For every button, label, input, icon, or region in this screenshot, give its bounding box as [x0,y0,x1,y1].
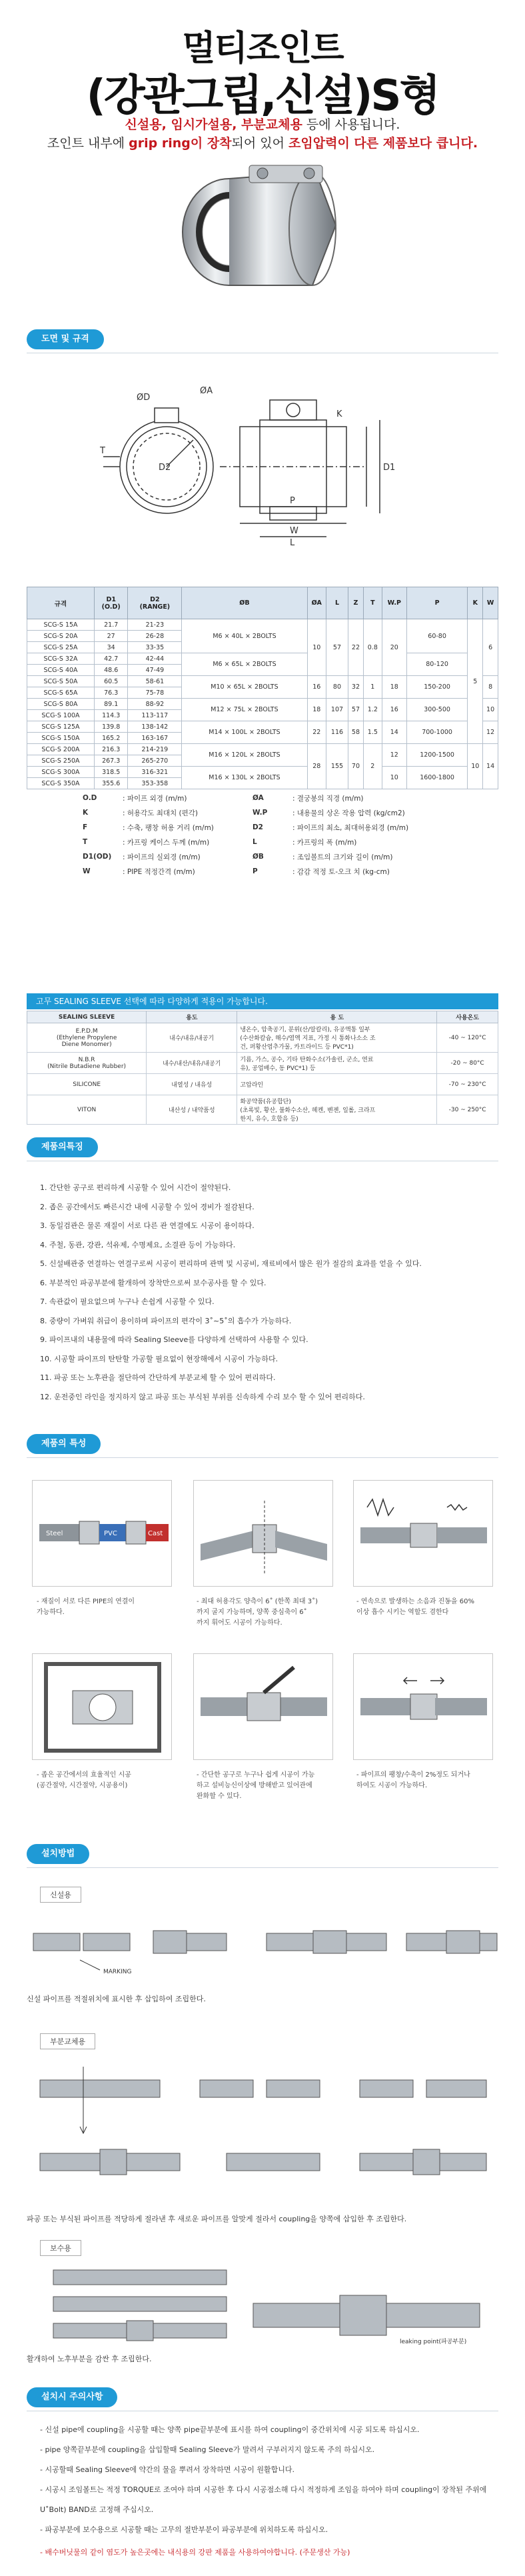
table-cell: SCG-S 32A [27,653,95,665]
table-cell: 138-142 [128,721,182,733]
table-header-cell: 규격 [27,587,95,619]
label-p: P [290,496,295,506]
table-cell: 75-78 [128,687,182,699]
table-cell: SCG-S 200A [27,744,95,755]
table-cell: 107 [326,699,348,721]
legend-cell: W.P [252,809,268,817]
install-new-label: 신설용 [40,1887,81,1903]
table-cell: 116 [326,721,348,744]
install-new-text: 신설 파이프를 적절위치에 표시한 후 삽입하여 조립한다. [27,1995,206,2003]
technical-drawing [100,373,433,547]
table-cell: M16 × 120L × 2BOLTS [182,744,307,767]
subtitle-2 [0,133,525,151]
table-cell: N.B.R (Nitrile Butadiene Rubber) [27,1053,147,1074]
legend-cell: : 파이프 외경 (m/m) [123,794,187,803]
legend-cell: P [252,867,258,875]
table-header-cell: ØB [182,587,307,619]
table-cell: 316-321 [128,767,182,778]
install-repair-diagram [27,2257,498,2350]
legend-cell: ØA [252,794,264,802]
table-row [27,767,498,778]
section-spec [27,325,498,353]
label-pvc: PVC [104,1530,117,1537]
table-cell: 1600-1800 [406,767,468,789]
caption-space: - 좁은 공간에서의 효율적인 시공 (공간절약, 시간절약, 시공용이) [37,1771,131,1789]
table-cell: 기름, 가스, 공수, 기타 탄화수소(가솔린, 군소, 연료 유), 공업배수, 동 PVC*1) 등 [237,1053,437,1074]
table-cell: 32 [348,676,364,699]
feature-image-space [32,1653,172,1760]
table-header-cell: T [363,587,382,619]
table-cell: SCG-S 15A [27,619,95,631]
table-cell: 21-23 [128,619,182,631]
legend-cell: : 감감 적정 토-오크 치 (kg-cm) [292,867,390,876]
table-header-cell: 용도 [147,1011,237,1023]
table-cell: 700-1000 [406,721,468,744]
legend-cell: : 파이프의 실외경 (m/m) [123,853,201,861]
table-cell: 47-49 [128,665,182,676]
table-cell: 12 [483,721,498,744]
table-cell: 300-500 [406,699,468,721]
legend-cell: D1(OD) [83,853,112,861]
feature-item: 2. 좁은 공간에서도 빠른시간 내에 시공할 수 있어 경비가 절감된다. [40,1202,255,1211]
subtitle-1 [0,115,525,133]
table-cell: 33-35 [128,642,182,653]
section-features [27,1133,498,1161]
subtitle-1-rest: 등에 사용됩니다. [302,117,400,132]
table-cell: SCG-S 50A [27,676,95,687]
table-row [27,1074,498,1095]
table-cell: -30 ~ 250°C [437,1095,498,1125]
table-header-cell: W [483,587,498,619]
section-product-features [27,1430,498,1458]
legend-row [80,849,453,864]
table-cell: 18 [382,676,406,699]
table-cell: 8 [483,676,498,699]
legend-cell: L [252,838,257,846]
table-cell: VITON [27,1095,147,1125]
install-partial-diagram [27,2053,498,2200]
table-row [27,721,498,733]
caption-vibration: - 연속으로 발생하는 소음과 진동을 60% 이상 흡수 시키는 역할도 겸한다 [356,1598,474,1616]
install-new-diagram [27,1907,498,1980]
label-l: L [290,538,295,548]
legend-row [80,820,453,835]
table-cell: 14 [382,721,406,744]
table-cell: 냉온수, 압축공기, 분위(산/알칼리), 유공액통 일부 (수산화칼슘, 해수/염액 지표, 가정 시 통화나소소 조 건, 퍼황산염추가물, 카트라이드 등 PVC*1) [237,1023,437,1053]
legend-cell: D2 [252,823,263,831]
table-cell: 165.2 [94,733,127,744]
table-cell: 1.2 [363,699,382,721]
table-cell: 6 [483,619,498,676]
caption-materials: - 재질이 서로 다른 PIPE의 연결이 가능하다. [37,1598,135,1616]
table-cell: 26-28 [128,631,182,642]
label-t: T [100,446,105,456]
table-cell: M6 × 65L × 2BOLTS [182,653,307,676]
table-cell: 12 [382,744,406,767]
table-cell: 내수/내산/내유/내공기 [147,1053,237,1074]
table-cell: 139.8 [94,721,127,733]
legend-cell: ØB [252,853,264,861]
table-cell: 114.3 [94,710,127,721]
table-cell: 80-120 [406,653,468,676]
subtitle-2-highlight-1: grip ring이 장착 [129,136,232,151]
table-cell: SCG-S 100A [27,710,95,721]
table-cell: 57 [348,699,364,721]
table-cell: M14 × 100L × 2BOLTS [182,721,307,744]
table-header-cell: K [468,587,483,619]
table-cell: 353-358 [128,778,182,789]
table-cell: 10 [483,699,498,721]
feature-item: 3. 동일검관은 물론 재질이 서로 다른 관 연결에도 시공이 용이하다. [40,1221,255,1230]
section-install-notes [27,2383,498,2411]
legend-cell: : 조임볼트의 크기와 길이 (m/m) [292,853,393,861]
legend-row [80,805,453,820]
subtitle-1-highlight: 신설용, 임시가설용, 부분교체용 [125,117,302,132]
table-row [27,1053,498,1074]
table-cell: 216.3 [94,744,127,755]
table-cell: 58 [348,721,364,744]
table-cell: 48.6 [94,665,127,676]
table-cell: SCG-S 20A [27,631,95,642]
table-header-cell: D2 (RANGE) [128,587,182,619]
table-cell: 214-219 [128,744,182,755]
marking-label: MARKING [103,1969,132,1975]
legend-cell: O.D [83,794,97,802]
table-cell: SCG-S 25A [27,642,95,653]
table-cell: SCG-S 300A [27,767,95,778]
legend-row [80,864,453,879]
label-steel: Steel [46,1530,63,1537]
table-cell: 22 [307,721,326,744]
caption-angle: - 최대 허용각도 양측이 6˚ (한쪽 최대 3˚) 까지 굴지 가능하며, 양쪽 중심축이 6˚ 까지 휘어도 시공이 가능하다. [197,1598,318,1627]
table-cell: 57 [326,619,348,676]
table-header-cell: Z [348,587,364,619]
feature-item: 5. 신설배관중 연결하는 연결구로써 시공이 편리하며 관벽 및 시공비, 재료비에서 많은 원가 절감의 효과를 얻을 수 있다. [40,1259,422,1268]
sealing-title: 고무 SEALING SLEEVE 선택에 따라 다양하게 적용이 가능합니다. [27,993,498,1009]
legend-cell: K [83,809,89,817]
table-cell: 355.6 [94,778,127,789]
table-cell: E.P.D.M (Ethylene Propylene Diene Monomer) [27,1023,147,1053]
feature-image-expansion [353,1653,493,1760]
feature-item: 4. 주철, 동관, 강관, 석유제, 수명제요, 소결관 등이 가능하다. [40,1240,236,1249]
notes-list [40,2420,500,2540]
section-install [27,1840,498,1868]
section-product-features-label: 제품의 특성 [27,1434,101,1454]
table-cell: SCG-S 80A [27,699,95,710]
install-repair-text: 활개하여 노후부분을 감싼 후 조립한다. [27,2355,152,2363]
table-cell: 76.3 [94,687,127,699]
feature-item: 10. 시공할 파이프의 탄탄할 가공할 필요없이 현장해에서 시공이 가능하다. [40,1354,278,1363]
table-cell: 21.7 [94,619,127,631]
table-cell: 20 [382,619,406,676]
subtitle-2-mid: 되어 있어 [231,136,289,151]
table-cell: 267.3 [94,755,127,767]
caption-tool: - 간단한 공구로 누구나 쉽게 시공이 가능 하고 설비능신이상에 방해받고 있어관에 완화할 수 있다. [197,1771,315,1800]
legend-row [80,835,453,849]
table-cell: SCG-S 40A [27,665,95,676]
section-install-label: 설치방법 [27,1844,89,1864]
table-cell: 42.7 [94,653,127,665]
table-cell: 265-270 [128,755,182,767]
legend-cell: : 내용물의 상온 작용 압력 (kg/cm2) [292,809,405,817]
section-features-label: 제품의특징 [27,1137,98,1157]
features-list [40,1179,493,1407]
legend-cell: : 카프링 케이스 두께 (m/m) [123,838,210,847]
table-cell: 14 [483,744,498,789]
table-cell: 80 [326,676,348,699]
table-cell: 고압라인 [237,1074,437,1095]
feature-item: 8. 중량이 가벼워 취급이 용이하며 파이프의 편각이 3˚~5˚의 흡수가 가능하다. [40,1316,292,1325]
table-cell: 1.5 [363,721,382,744]
legend-cell: : 파이프의 최소, 최대허용외경 (m/m) [292,823,409,832]
table-cell: SCG-S 250A [27,755,95,767]
title-line2: (강관그립,신설)S형 [86,71,439,121]
table-header-cell: L [326,587,348,619]
table-cell: 22 [348,619,364,676]
label-cast: Cast [148,1530,163,1537]
feature-item: 12. 운전중인 라인을 정지하지 않고 파공 또는 부식된 부위를 신속하게 수리 보수 할 수 있어 편리하다. [40,1392,365,1401]
title-line1: 멀티조인트 [182,29,343,69]
table-cell: 42-44 [128,653,182,665]
feature-image-vibration [353,1480,493,1587]
table-cell: 58-61 [128,676,182,687]
label-od: ØD [137,393,151,403]
label-oa: ØA [200,386,213,396]
table-cell: SCG-S 150A [27,733,95,744]
table-cell: -70 ~ 230°C [437,1074,498,1095]
table-cell: 2 [363,744,382,789]
table-cell: -20 ~ 80°C [437,1053,498,1074]
table-header-cell: D1 (O.D) [94,587,127,619]
sealing-table [27,1011,498,1125]
table-cell: 89.1 [94,699,127,710]
table-row [27,653,498,665]
caption-expansion: - 파이프의 팽창/수축이 2%정도 되거나 하여도 시공이 가능하다. [356,1771,470,1789]
table-row [27,699,498,710]
table-cell: SCG-S 65A [27,687,95,699]
section-install-notes-label: 설치시 주의사항 [27,2387,117,2407]
subtitle-2-pre: 조인트 내부에 [47,136,129,151]
table-cell: 150-200 [406,676,468,699]
table-header-cell: W.P [382,587,406,619]
install-repair-label: 보수용 [40,2240,81,2256]
table-cell: 163-167 [128,733,182,744]
feature-item: 11. 파공 또는 노후관을 절단하여 간단하게 부분교체 할 수 있어 편리하다. [40,1373,276,1382]
table-cell: 16 [382,699,406,721]
table-cell: 10 [382,767,406,789]
feature-image-materials [32,1480,172,1587]
table-row [27,676,498,687]
table-header-cell: ØA [307,587,326,619]
note-item: - pipe 양쪽끝부분에 coupling을 삽입할때 Sealing Sleeve가 말려서 구부러지지 않도록 주의 하십시오. [40,2445,375,2454]
table-cell: 318.5 [94,767,127,778]
table-cell: 0.8 [363,619,382,676]
table-header-cell: 용 도 [237,1011,437,1023]
table-cell: 16 [307,676,326,699]
legend-cell: F [83,823,88,831]
table-cell: 내산성 / 내약품성 [147,1095,237,1125]
label-w: W [290,526,298,536]
table-cell: 60.5 [94,676,127,687]
table-cell: 10 [307,619,326,676]
table-cell: SCG-S 125A [27,721,95,733]
table-cell: 34 [94,642,127,653]
table-cell: M6 × 40L × 2BOLTS [182,619,307,653]
legend-cell: : 허용각도 최대치 (편각) [123,809,199,817]
section-spec-label: 도면 및 규격 [27,329,104,349]
table-cell: 1 [363,676,382,699]
table-row [27,619,498,631]
subtitle-2-highlight-2: 조임압력이 다른 제품보다 큽니다. [288,136,478,151]
install-partial-text: 파공 또는 부식된 파이프를 적당하게 절라낸 후 새로운 파이프를 알맞게 절라서 coupling을 양쪽에 삽입한 후 조립한다. [27,2215,407,2223]
notes-warning: - 배수버닛물의 같이 염도가 높은곳에는 내식용의 강판 제품을 사용하여야합니다. (주문생산 가능) [40,2548,350,2557]
table-cell: 27 [94,631,127,642]
feature-item: 1. 간단한 공구로 편리하게 시공할 수 있어 시간이 절약된다. [40,1183,231,1192]
table-cell: 내열성 / 내유성 [147,1074,237,1095]
table-cell: 10 [468,744,483,789]
table-cell: M16 × 130L × 2BOLTS [182,767,307,789]
table-cell: 화공약품(유공합단) (초록빛, 황산, 불화수소산, 헤켄, 벤젠, 일롤, 크라프 한지, 유수, 호합유 등) [237,1095,437,1125]
table-cell: 18 [307,699,326,721]
table-row [27,744,498,755]
table-cell: 60-80 [406,619,468,653]
table-row [27,1023,498,1053]
note-item: - 시공시 조임볼트는 적정 TORQUE로 조여야 하며 시공한 후 다시 시공점소해 다시 적정하게 조임을 하여야 하며 coupling이 장착된 주위에 U˚Bolt) BAND로 고정해 주십시오. [40,2485,487,2514]
install-partial-label: 부분교체용 [40,2033,95,2049]
table-cell: 70 [348,744,364,789]
note-item: - 파공부분에 보수용으로 시공할 때는 고무의 절반부분이 파공부분에 위치하도록 하십시오. [40,2525,328,2534]
note-item: - 시공할때 Sealing Sleeve에 약간의 물을 뿌려서 장착하면 시공이 원활합니다. [40,2465,294,2474]
legend-table [80,791,453,879]
legend-cell: W [83,867,91,875]
leak-label: leaking point(파공부분) [400,2339,467,2345]
legend-cell: : 카프링의 폭 (m/m) [292,838,357,847]
table-cell: 88-92 [128,699,182,710]
label-k: K [336,409,342,419]
feature-item: 7. 속관값이 필요없으며 누구나 손쉽게 시공할 수 있다. [40,1297,215,1306]
table-cell: 1200-1500 [406,744,468,767]
table-cell: M12 × 75L × 2BOLTS [182,699,307,721]
note-item: - 신설 pipe에 coupling을 시공할 때는 양쪽 pipe끝부분에 표시를 하여 coupling이 중간위치에 시공 되도록 하십시오. [40,2425,420,2434]
label-d1: D1 [383,463,396,473]
spec-table [27,587,498,789]
table-cell: SILICONE [27,1074,147,1095]
legend-cell: : 결궁봉의 직경 (m/m) [292,794,364,803]
feature-item: 9. 파이프내의 내용물에 따라 Sealing Sleeve를 다양하게 선택하여 사용할 수 있다. [40,1335,308,1344]
feature-image-angle [193,1480,333,1587]
table-header-cell: SEALING SLEEVE [27,1011,147,1023]
table-header-cell: 사용온도 [437,1011,498,1023]
table-cell: 내수/내유/내공기 [147,1023,237,1053]
table-cell: 28 [307,744,326,789]
product-photo [169,159,356,299]
table-cell: M10 × 65L × 2BOLTS [182,676,307,699]
label-d2: D2 [159,463,171,473]
legend-cell: : PIPE 적정간격 (m/m) [123,867,195,876]
table-cell: 113-117 [128,710,182,721]
table-cell: -40 ~ 120°C [437,1023,498,1053]
feature-image-tool [193,1653,333,1760]
table-cell: 5 [468,619,483,744]
legend-row [80,791,453,805]
table-row [27,1095,498,1125]
feature-item: 6. 부분적인 파공부분에 활개하여 장착만으로써 보수공사를 할 수 있다. [40,1278,266,1287]
table-cell: 155 [326,744,348,789]
table-header-cell: P [406,587,468,619]
legend-cell: T [83,838,88,846]
legend-cell: : 수축, 팽창 허용 거리 (m/m) [123,823,214,832]
table-cell: SCG-S 350A [27,778,95,789]
